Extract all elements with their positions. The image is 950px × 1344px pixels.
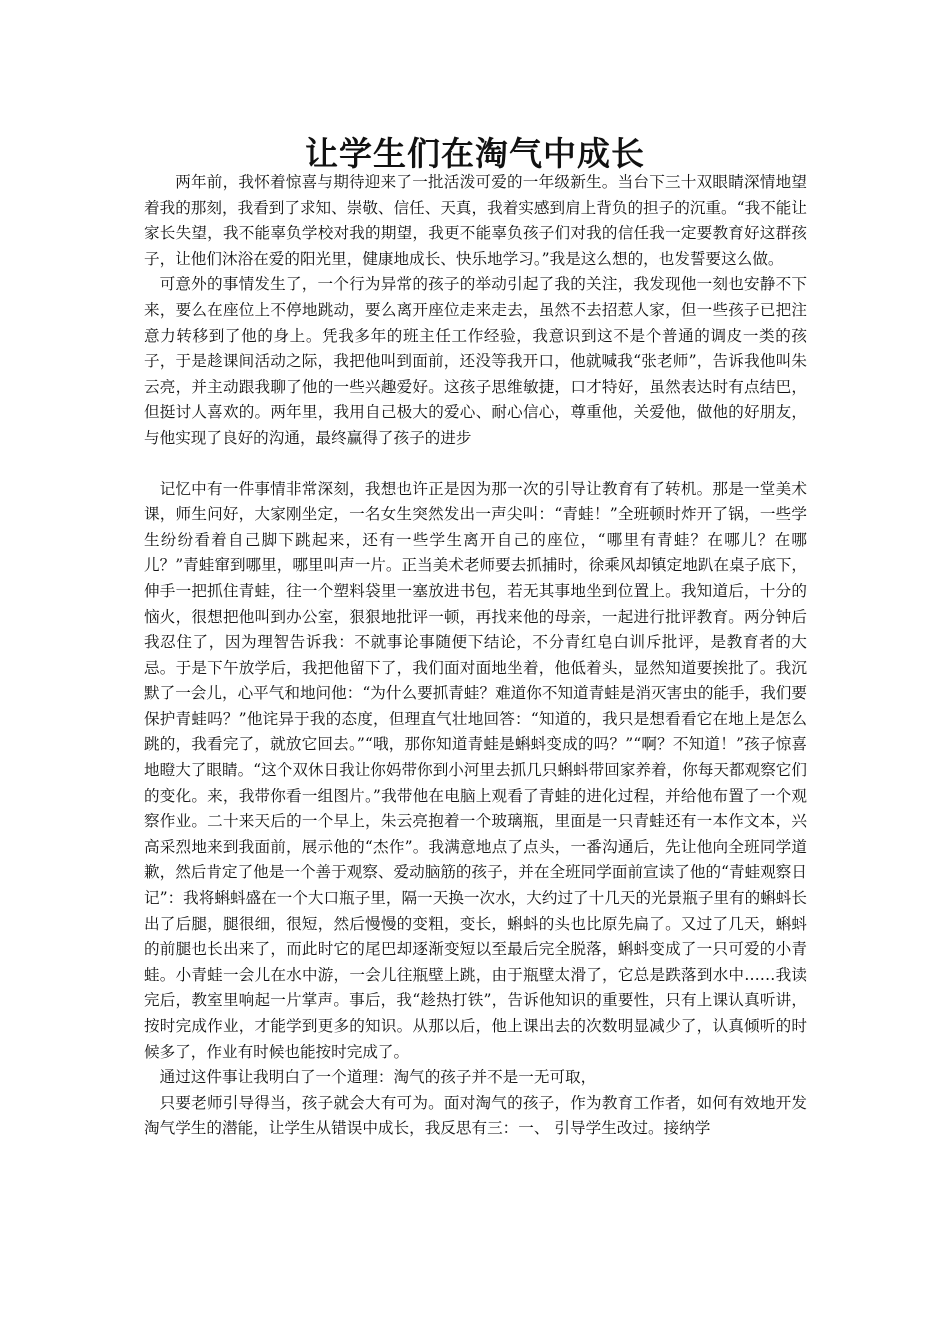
paragraph-spacer bbox=[144, 452, 807, 477]
paragraph-incident: 可意外的事情发生了，一个行为异常的孩子的举动引起了我的关注，我发现他一刻也安静不下来，要么在座位上不停地跳动，要么离开座位走来走去，虽然不去招惹人家，但一些孩子已把注意力转移到了他的身上。凭我多年的班主任工作经验，我意识到这不是个普通的调皮一类的孩子，于是趁课间活动之际，我把他叫到面前，还没等我开口，他就喊我“张老师”，告诉我他叫朱云亮，并主动跟我聊了他的一些兴趣爱好。这孩子思维敏捷，口才特好，虽然表达时有点结巴，但挺讨人喜欢的。两年里，我用自己极大的爱心、耐心信心，尊重他，关爱他，做他的好朋友，与他实现了良好的沟通，最终赢得了孩子的进步 bbox=[144, 275, 807, 447]
paragraph-lesson: 通过这件事让我明白了一个道理：淘气的孩子并不是一无可取， bbox=[159, 1068, 597, 1087]
page-title: 让学生们在淘气中成长 bbox=[305, 134, 645, 173]
paragraph-frog-story: 记忆中有一件事情非常深刻，我想也许正是因为那一次的引导让教育有了转机。那是一堂美术课，师生问好，大家刚坐定，一名女生突然发出一声尖叫：“青蛙！”全班顿时炸开了锅，一些学生纷纷看着自己脚下跳起来，还有一些学生离开自己的座位，“哪里有青蛙？在哪儿？在哪儿？”青蛙窜到哪里，哪里叫声一片。正当美术老师要去抓捕时，徐乘风却镇定地趴在桌子底下，伸手一把抓住青蛙，往一个塑料袋里一塞放进书包，若无其事地坐到位置上。我知道后，十分的恼火，很想把他叫到办公室，狠狠地批评一顿，再找来他的母亲，一起进行批评教育。两分钟后我忍住了，因为理智告诉我：不就事论事随便下结论，不分青红皂白训斥批评，是教育者的大忌。于是下午放学后，我把他留下了，我们面对面地坐着，他低着头，显然知道要挨批了。我沉默了一会儿，心平气和地问他：“为什么要抓青蛙？难道你不知道青蛙是消灭害虫的能手，我们要保护青蛙吗？”他诧异于我的态度，但理直气壮地回答：“知道的，我只是想看看它在地上是怎么跳的，我看完了，就放它回去。”“哦，那你知道青蛙是蝌蚪变成的吗？”“啊？不知道！”孩子惊喜地瞪大了眼睛。“这个双休日我让你妈带你到小河里去抓几只蝌蚪带回家养着，你每天都观察它们的变化。来，我带你看一组图片。”我带他在电脑上观看了青蛙的进化过程，并给他布置了一个观察作业。二十来天后的一个早上，朱云亮抱着一个玻璃瓶，里面是一只青蛙还有一本作文本，兴高采烈地来到我面前，展示他的“杰作”。我满意地点了点头，一番沟通后，先让他向全班同学道歉，然后肯定了他是一个善于观察、爱动脑筋的孩子，并在全班同学面前宣读了他的“青蛙观察日记”：我将蝌蚪盛在一个大口瓶子里，隔一天换一次水，大约过了十几天的光景瓶子里有的蝌蚪长出了后腿，腿很细，很短，然后慢慢的变粗，变长，蝌蚪的头也比原先扁了。又过了几天，蝌蚪的前腿也长出来了，而此时它的尾巴却逐渐变短以至最后完全脱落，蝌蚪变成了一只可爱的小青蛙。小青蛙一会儿在水中游，一会儿往瓶壁上跳，由于瓶壁太滑了，它总是跌落到水中……我读完后，教室里响起一片掌声。事后，我“趁热打铁”，告诉他知识的重要性，只有上课认真听讲，按时完成作业，才能学到更多的知识。从那以后，他上课出去的次数明显减少了，认真倾听的时候多了，作业有时候也能按时完成了。 bbox=[144, 479, 807, 1061]
paragraph-reflection: 只要老师引导得当，孩子就会大有可为。面对淘气的孩子，作为教育工作者，如何有效地开发淘气学生的潜能，让学生从错误中成长，我反思有三：一、 引导学生改过。接纳学 bbox=[144, 1093, 807, 1138]
article-body bbox=[144, 170, 807, 1142]
paragraph-intro: 两年前，我怀着惊喜与期待迎来了一批活泼可爱的一年级新生。当台下三十双眼睛深情地望着我的那刻，我看到了求知、崇敬、信任、天真，我着实感到肩上背负的担子的沉重。“我不能让家长失望，我不能辜负学校对我的期望，我更不能辜负孩子们对我的信任我一定要教育好这群孩子，让他们沐浴在爱的阳光里，健康地成长、快乐地学习。”我是这么想的，也发誓要这么做。 bbox=[144, 173, 807, 268]
